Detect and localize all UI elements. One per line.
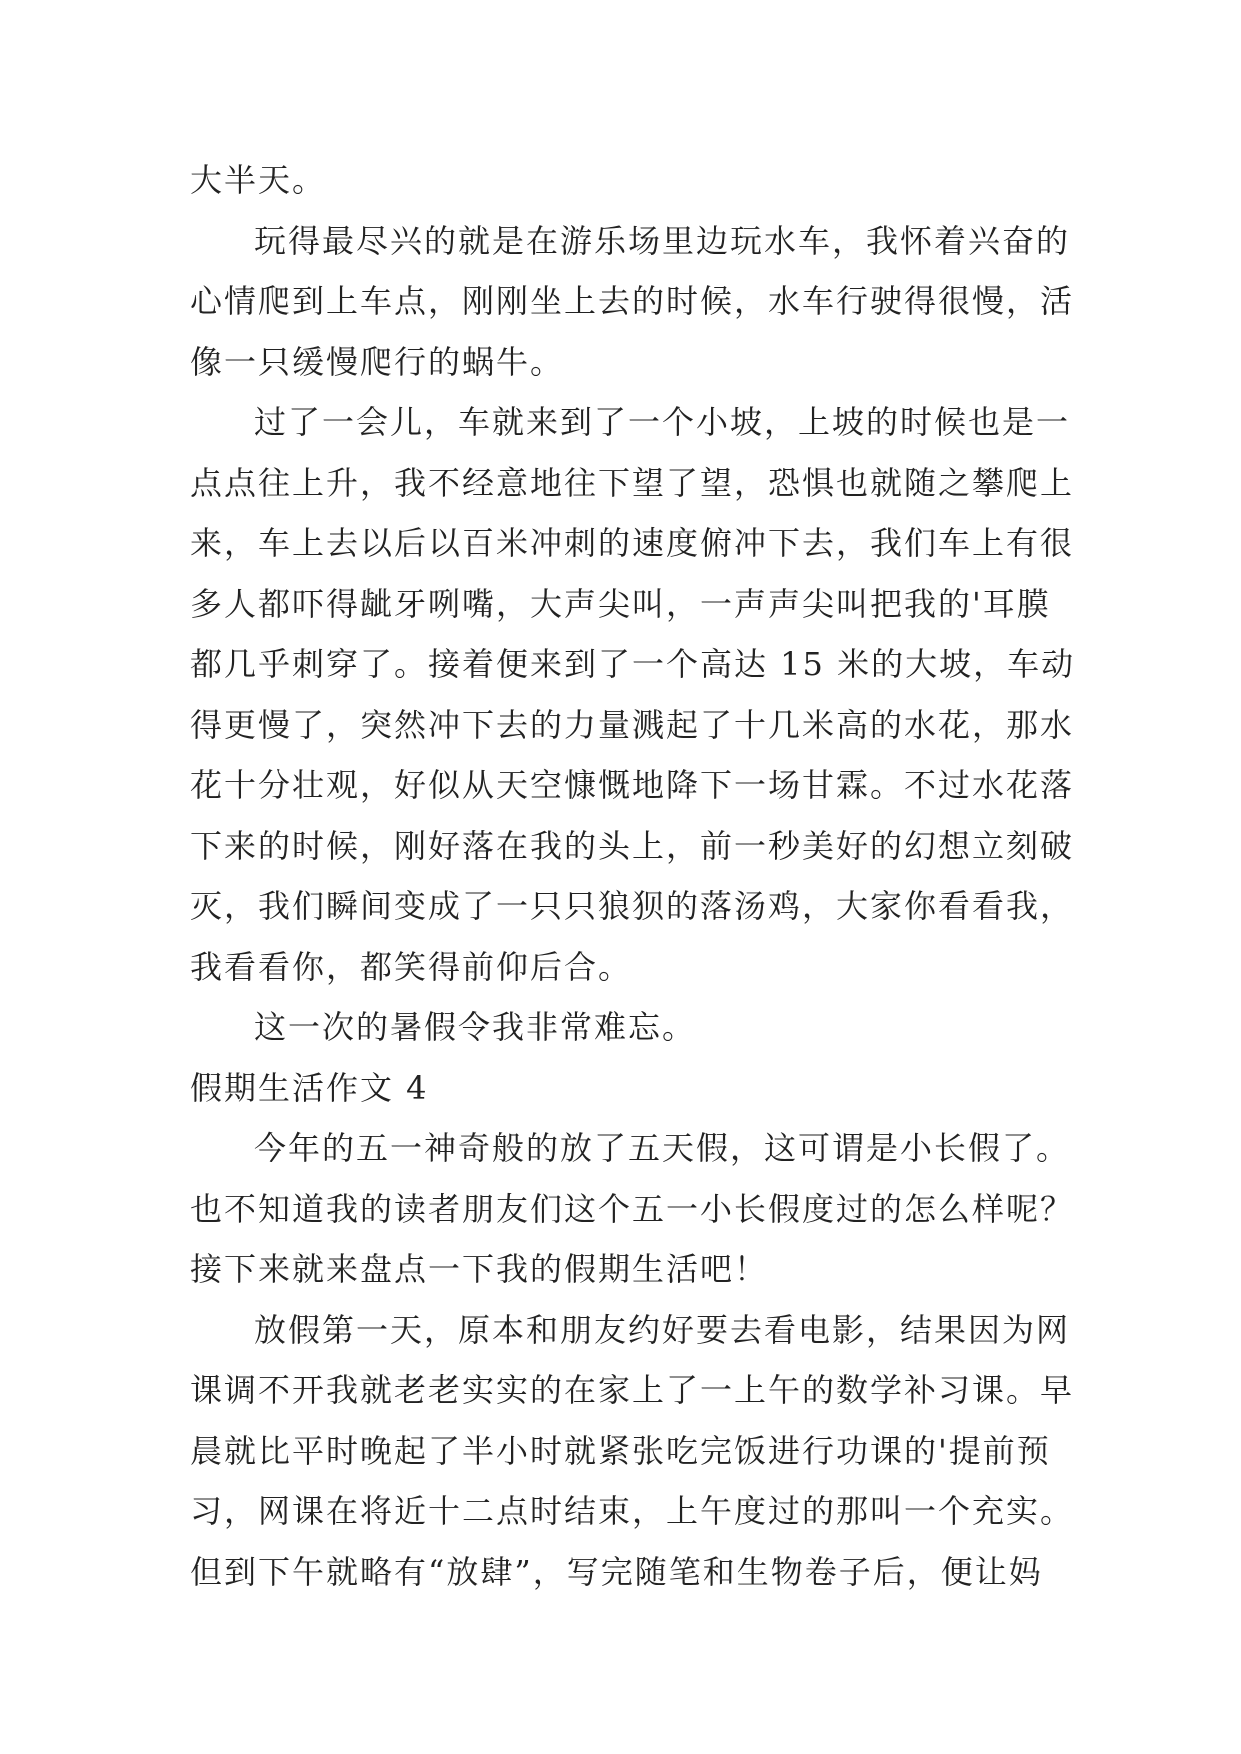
text-line: 像一只缓慢爬行的蜗牛。 (190, 342, 565, 381)
text-line: 晨就比平时晚起了半小时就紧张吃完饭进行功课的'提前预 (190, 1431, 1051, 1470)
text-line: 大半天。 (190, 161, 327, 199)
paragraph-start-line: 这一次的暑假令我非常难忘。 (254, 1008, 697, 1046)
text-line: 点点往上升，我不经意地往下望了望，恐惧也就随之攀爬上 (190, 463, 1075, 502)
text-line: 下来的时候，刚好落在我的头上，前一秒美好的幻想立刻破 (190, 826, 1075, 865)
text-line: 我看看你，都笑得前仰后合。 (190, 947, 633, 986)
text-line: 灭，我们瞬间变成了一只只狼狈的落汤鸡，大家你看看我， (190, 887, 1075, 925)
section-heading: 假期生活作文 4 (190, 1068, 429, 1107)
text-line: 也不知道我的读者朋友们这个五一小长假度过的怎么样呢？ (190, 1189, 1075, 1228)
text-line: 来，车上去以后以百米冲刺的速度俯冲下去，我们车上有很 (190, 524, 1075, 562)
text-line: 得更慢了，突然冲下去的力量溅起了十几米高的水花，那水 (190, 705, 1075, 744)
document-body (190, 150, 1076, 1602)
text-line: 但到下午就略有“放肆”，写完随笔和生物卷子后，便让妈 (190, 1552, 1043, 1591)
text-line: 花十分壮观，好似从天空慷慨地降下一场甘霖。不过水花落 (190, 766, 1075, 804)
text-line: 课调不开我就老老实实的在家上了一上午的数学补习课。早 (190, 1371, 1075, 1409)
paragraph-start-line: 放假第一天，原本和朋友约好要去看电影，结果因为网 (254, 1310, 1071, 1349)
text-line: 接下来就来盘点一下我的假期生活吧！ (190, 1250, 769, 1288)
paragraph-start-line: 今年的五一神奇般的放了五天假，这可谓是小长假了。 (254, 1129, 1071, 1167)
text-line: 都几乎刺穿了。接着便来到了一个高达 15 米的大坡，车动 (190, 645, 1076, 683)
text-line: 习，网课在将近十二点时结束，上午度过的那叫一个充实。 (190, 1492, 1075, 1530)
text-line: 多人都吓得龇牙咧嘴，大声尖叫，一声声尖叫把我的'耳膜 (190, 584, 1051, 623)
paragraph-start-line: 过了一会儿，车就来到了一个小坡，上坡的时候也是一 (254, 403, 1071, 441)
text-line: 心情爬到上车点，刚刚坐上去的时候，水车行驶得很慢，活 (190, 282, 1075, 320)
paragraph-start-line: 玩得最尽兴的就是在游乐场里边玩水车，我怀着兴奋的 (254, 221, 1071, 260)
